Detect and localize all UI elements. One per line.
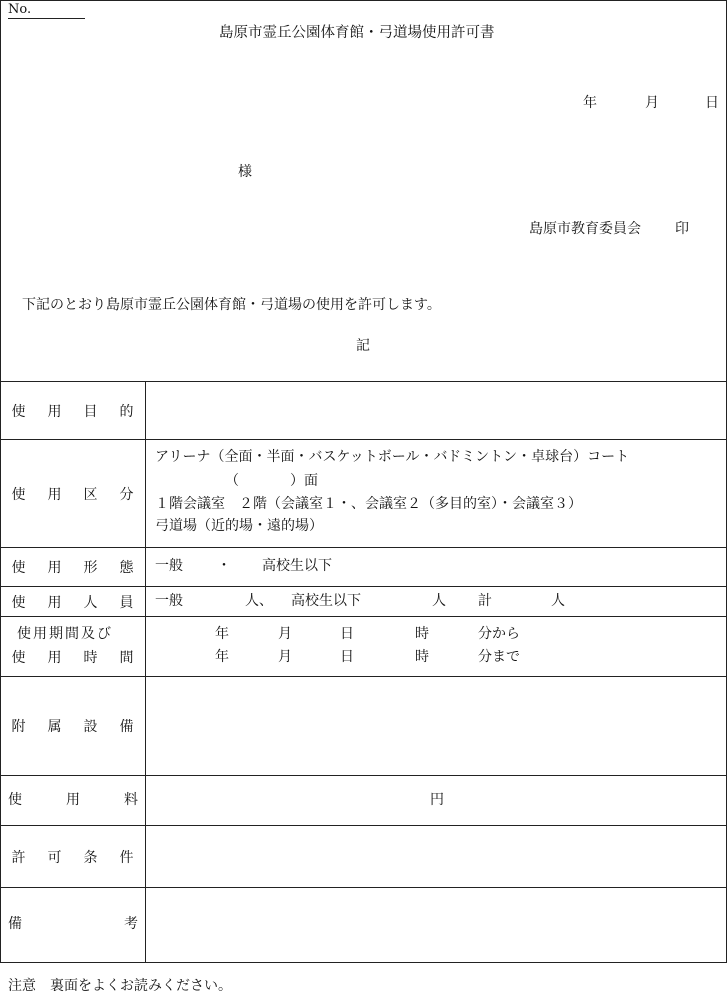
label-category: 使 用 区 分 bbox=[11, 486, 134, 503]
label-purpose: 使 用 目 的 bbox=[11, 403, 134, 420]
label-equipment: 附 属 設 備 bbox=[11, 719, 134, 735]
period-end-day: 日 bbox=[340, 649, 354, 665]
category-meeting-rooms: １階会議室 ２階（会議室１・、会議室２（多目的室）・会議室３） bbox=[155, 496, 582, 512]
label-form: 使 用 形 態 bbox=[11, 560, 134, 576]
label-remarks-1: 備 bbox=[8, 916, 22, 932]
period-start-month: 月 bbox=[278, 626, 292, 642]
category-courts-open: （ bbox=[225, 473, 239, 489]
seal-mark: 印 bbox=[675, 221, 689, 237]
period-start-day: 日 bbox=[340, 626, 354, 642]
people-general: 一般 bbox=[155, 593, 183, 609]
number-underline bbox=[8, 18, 85, 19]
people-highschool: 高校生以下 bbox=[291, 593, 361, 609]
label-time: 使 用 時 間 bbox=[11, 650, 134, 666]
people-total-label: 計 bbox=[478, 593, 492, 609]
label-fee-2: 用 bbox=[66, 792, 80, 808]
permit-statement: 下記のとおり島原市霊丘公園体育館・弓道場の使用を許可します。 bbox=[22, 297, 441, 313]
form-general: 一般 bbox=[155, 558, 183, 574]
period-end-hour: 時 bbox=[415, 649, 429, 665]
row-divider bbox=[0, 775, 727, 776]
label-period: 使用期間及び bbox=[17, 626, 113, 642]
date-year: 年 bbox=[583, 95, 597, 111]
category-courts-close: ）面 bbox=[290, 473, 318, 489]
form-separator: ・ bbox=[217, 558, 231, 574]
people-unit: 人 bbox=[432, 593, 446, 609]
label-fee-1: 使 bbox=[8, 792, 22, 808]
footer-note: 注意 裏面をよくお読みください。 bbox=[8, 978, 232, 994]
fee-currency: 円 bbox=[430, 792, 444, 808]
period-start-from: 分から bbox=[478, 626, 520, 642]
category-archery: 弓道場（近的場・遠的場） bbox=[155, 518, 323, 534]
label-remarks-2: 考 bbox=[124, 916, 138, 932]
label-people: 使 用 人 員 bbox=[11, 594, 134, 611]
period-start-hour: 時 bbox=[415, 626, 429, 642]
date-month: 月 bbox=[645, 95, 659, 111]
row-divider bbox=[0, 616, 727, 617]
date-day: 日 bbox=[705, 95, 719, 111]
people-unit: 人 bbox=[551, 593, 565, 609]
label-fee-3: 料 bbox=[124, 792, 138, 808]
period-end-year: 年 bbox=[215, 649, 229, 665]
people-unit: 人、 bbox=[245, 593, 273, 609]
number-label: No. bbox=[8, 2, 32, 17]
document-title: 島原市霊丘公園体育館・弓道場使用許可書 bbox=[219, 25, 495, 41]
period-start-year: 年 bbox=[215, 626, 229, 642]
form-highschool: 高校生以下 bbox=[262, 558, 332, 574]
addressee-suffix: 様 bbox=[238, 164, 252, 180]
category-arena: アリーナ（全面・半面・バスケットボール・バドミントン・卓球台）コート bbox=[155, 449, 630, 465]
column-divider bbox=[145, 381, 146, 963]
ki-mark: 記 bbox=[356, 338, 370, 354]
label-conditions: 許 可 条 件 bbox=[11, 849, 134, 866]
period-end-month: 月 bbox=[278, 649, 292, 665]
row-divider bbox=[0, 887, 727, 888]
issuer-name: 島原市教育委員会 bbox=[529, 221, 641, 237]
period-end-until: 分まで bbox=[478, 649, 520, 665]
